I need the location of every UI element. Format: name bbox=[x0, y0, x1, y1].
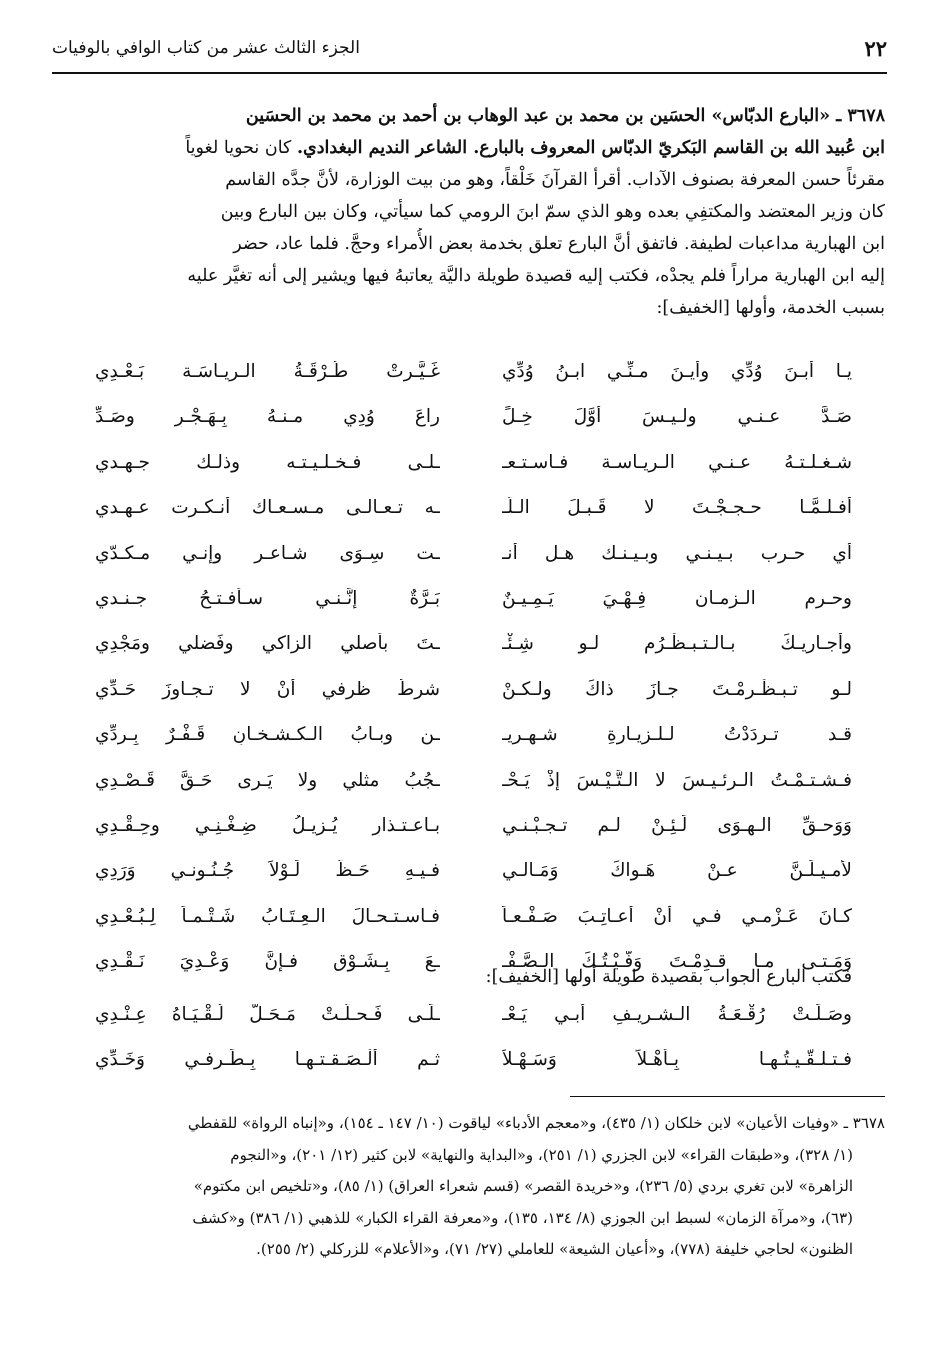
verse-row bbox=[95, 543, 852, 588]
verse-second-hemistich: فـيـهِ حَـظٌّ لَـوْلاَ جُـنُـونـي وَرَدِي bbox=[95, 860, 440, 882]
entry-text-line: كان وزير المعتضد والمكتفِي بعده وهو الذي سمّ ابنَ الرومي كما سيأتي، وكان بين البارع وبين bbox=[220, 202, 885, 222]
entry-text-line: ابن الهبارية مداعبات لطيفة. فاتفق أنَّ البارع تعلق بخدمة بعض الأُمراء وحجَّ. فلما عاد، حضر bbox=[233, 234, 885, 254]
verse-row bbox=[95, 770, 852, 815]
entry-heading-continued: ابن عُبيد الله بن القاسم البَكريّ الدبّاس المعروف بالبارع. الشاعر النديم البغدادي. bbox=[296, 138, 885, 158]
verse-second-hemistich: ـتَ بأَصلي الزاكي وفَضلي ومَجْدِي bbox=[95, 633, 440, 655]
verse-row bbox=[95, 497, 852, 542]
page-header bbox=[52, 22, 887, 74]
entry-text: كان نحويا لغوياً bbox=[185, 138, 297, 158]
verse-first-hemistich: أفـلـمَّـا حـجـجْـتَ لا قَـبـلَ الـلَّـ bbox=[502, 497, 852, 519]
verse-first-hemistich: قـد تـردَدْتُ لـلـزيـارةِ شـهـريـ bbox=[502, 724, 852, 746]
entry-heading-line bbox=[55, 132, 885, 164]
verse-second-hemistich: ـه تـعـالـى مـسـعـاك أنـكـرت عـهـدي bbox=[95, 497, 440, 519]
verse-row bbox=[95, 361, 852, 406]
biography-entry bbox=[55, 100, 885, 324]
verse-second-hemistich: ـلَـى فَـحـلَّـتْ مَـحَـلَّ لُـقْـيَـاهُ عِـنْـدِي bbox=[95, 1004, 440, 1025]
verse-second-hemistich: بـاعـتـذارٍ يُـزيـلُ ضِـغْـنِـي وحِـقْـدِي bbox=[95, 814, 440, 836]
verse-first-hemistich: وصَـلَـتْ رُقْـعَـةُ الـشـريـفِ أبـي يَـعْـ bbox=[502, 1004, 852, 1025]
poem bbox=[95, 361, 852, 996]
footnote-divider bbox=[570, 1096, 885, 1097]
verse-second-hemistich: راعَ وُدِي مـنـهُ بِـهَـجْـرٍ وصَـدِّ bbox=[95, 406, 440, 428]
verse-row bbox=[95, 588, 852, 633]
verse-row bbox=[95, 906, 852, 951]
verse-first-hemistich: لأمـيـلَـنَّ عـنْ هَـواكَ وَمَـالـي bbox=[502, 860, 852, 882]
verse-row bbox=[95, 452, 852, 497]
verse-second-hemistich: شرطُ ظرفي أنْ لا تـجـاوزَ حَـدِّي bbox=[95, 678, 440, 700]
verse-first-hemistich: أي حـرب بـيـنـي وبـيـنـك هـل أنـ bbox=[502, 542, 852, 564]
verse-first-hemistich: لـو تـبـظْـرمْـتَ جـازَ ذاكَ ولـكـنْ bbox=[502, 678, 852, 700]
page-number: ٢٢ bbox=[864, 36, 887, 61]
verse-row bbox=[95, 724, 852, 769]
verse-second-hemistich: ـلـى فـخـلـيـتـه وذلـك جـهـدي bbox=[95, 451, 440, 473]
verse-row bbox=[95, 815, 852, 860]
verse-first-hemistich: وَمَـتـى مـا قـدِمْـتَ وَفَّـيْـتُـكَ الـصَّـفْـ bbox=[502, 951, 852, 973]
reply-poem bbox=[95, 1004, 852, 1095]
verse-row bbox=[95, 860, 852, 905]
verse-first-hemistich: فـشـتـمْـتُ الـرئـيـسَ لا الـتَّـيْـسَ إذْ يَـحْـ bbox=[502, 769, 852, 791]
verse-first-hemistich: يـا أَبـنَ وُدِّي وأيـنَ مـنِّـي ابـنُ وُدِّي bbox=[502, 361, 852, 382]
verse-second-hemistich: ـجُبُ مثلي ولا يَـرى حَـقَّ قَـصْـدِي bbox=[95, 769, 440, 791]
verse-row bbox=[95, 1049, 852, 1094]
verse-second-hemistich: ـعَ بِـشَـوْقٍ فـإنَّ وَعْـدِيَ نَـقْـدِي bbox=[95, 951, 440, 973]
verse-second-hemistich: فـاسـتـحـالَ الـعِـتَـابُ شَـتْـمـاً لِـبُـعْـدِي bbox=[95, 905, 440, 927]
verse-first-hemistich: شـغـلـتـهُ عـنـي الـريـاسـة فـاسـتـعـ bbox=[502, 451, 852, 473]
verse-second-hemistich: بَـرَّةٌ إنَّـنـي سـأفـتـحُ جـنـدي bbox=[95, 587, 440, 609]
running-title: الجزء الثالث عشر من كتاب الوافي بالوفيات bbox=[52, 38, 360, 58]
entry-heading: ٣٦٧٨ ـ «البارع الدبّاس» الحسَين بن محمد بن عبد الوهاب بن أحمد بن محمد بن الحسَين bbox=[245, 106, 885, 126]
footnote-line: (١/ ٣٢٨)، و«طبقات القراء» لابن الجزري (١/ ٢٥١)، و«البداية والنهاية» لابن كثير (١٢/ ٢٠١)، و«النجوم bbox=[230, 1145, 853, 1164]
reply-intro: فكتب البارع الجواب بقصيدة طويلة أولها [الخفيف]: bbox=[485, 967, 852, 987]
footnote-line: (٦٣)، و«مرآة الزمان» لسبط ابن الجوزي (٨/ ١٣٤، ١٣٥)، و«معرفة القراء الكبار» للذهبي (١/ ٣٨٦) و«كشف bbox=[192, 1208, 853, 1227]
verse-first-hemistich: وأجـاريـكَ بـالـتـبـظْـرُمِ لـو شِـئْـ bbox=[502, 633, 852, 655]
verse-second-hemistich: ـنِ وبـابُ الـكـشـخـانِ قَـفْـرٌ بِـرِدِّي bbox=[95, 724, 440, 746]
verse-first-hemistich: وَوَحـقِّ الـهـوَى لَـئِـنْ لـم تـجـبْـنـي bbox=[502, 814, 852, 836]
footnote-line: الزاهرة» لابن تغري بردي (٥/ ٢٣٦)، و«خريدة القصر» (قسم شعراء العراق) (١/ ٨٥)، و«تلخيص ابن مكتوم» bbox=[193, 1177, 853, 1195]
verse-first-hemistich: فـتـلـقَّـيـتُـهـا بِـأَهْـلاً وَسَـهْـلاً bbox=[502, 1049, 852, 1071]
entry-text-line: بسبب الخدمة، وأولها [الخفيف]: bbox=[656, 298, 885, 318]
verse-second-hemistich: ـت سِـوَى شـاعـر وإنـي مـكـدّي bbox=[95, 542, 440, 564]
verse-row bbox=[95, 633, 852, 678]
entry-text-line: مقرئاً حسن المعرفة بصنوف الآداب. أقرأ القرآنَ خَلْقاً، وهو من بيت الوزارة، لأنَّ جدَّه القاسم bbox=[225, 170, 885, 190]
footnote-line: ٣٦٧٨ ـ «وفيات الأعيان» لابن خلكان (١/ ٤٣٥)، و«معجم الأدباء» لياقوت (١٠/ ١٤٧ ـ ١٥٤)، و«إنباه الرواة» للقفطي bbox=[187, 1114, 885, 1132]
verse-row bbox=[95, 406, 852, 451]
verse-row bbox=[95, 679, 852, 724]
footnote bbox=[55, 1108, 885, 1266]
entry-heading-line bbox=[55, 100, 885, 132]
footnote-line: الظنون» لحاجي خليفة (٧٧٨)، و«أعيان الشيعة» للعاملي (٢٧/ ٧١)، و«الأعلام» للزركلي (٢/ ٢٥٥). bbox=[256, 1240, 853, 1258]
verse-second-hemistich: ثـم أَلْـصَـقـتـهـا بِـطَـرفـي وَخَـدِّي bbox=[95, 1049, 440, 1071]
verse-first-hemistich: صَـدَّ عـنـي ولـيـسَ أَوَّلَ خِـلٍّ bbox=[502, 406, 852, 428]
verse-first-hemistich: وحـرم الـزمـان فِـهْـيَ يَـمِـيـنٌ bbox=[502, 587, 852, 609]
verse-first-hemistich: كـانَ عَـزْمـي فـي أنْ أعـاتِـبَ صَـفْـعـاً bbox=[502, 905, 852, 927]
verse-second-hemistich: غَـيَّـرتْ طُـرْقَـةُ الـريـاسَـة بَـعْـدِي bbox=[95, 361, 440, 382]
verse-row bbox=[95, 1004, 852, 1049]
entry-text-line: إليه ابن الهبارية مراراً فلم يجدْه، فكتب إليه قصيدة طويلة داليَّة يعاتبهُ فيها ويشير إلى أنه تغيَّر عليه bbox=[187, 266, 885, 286]
